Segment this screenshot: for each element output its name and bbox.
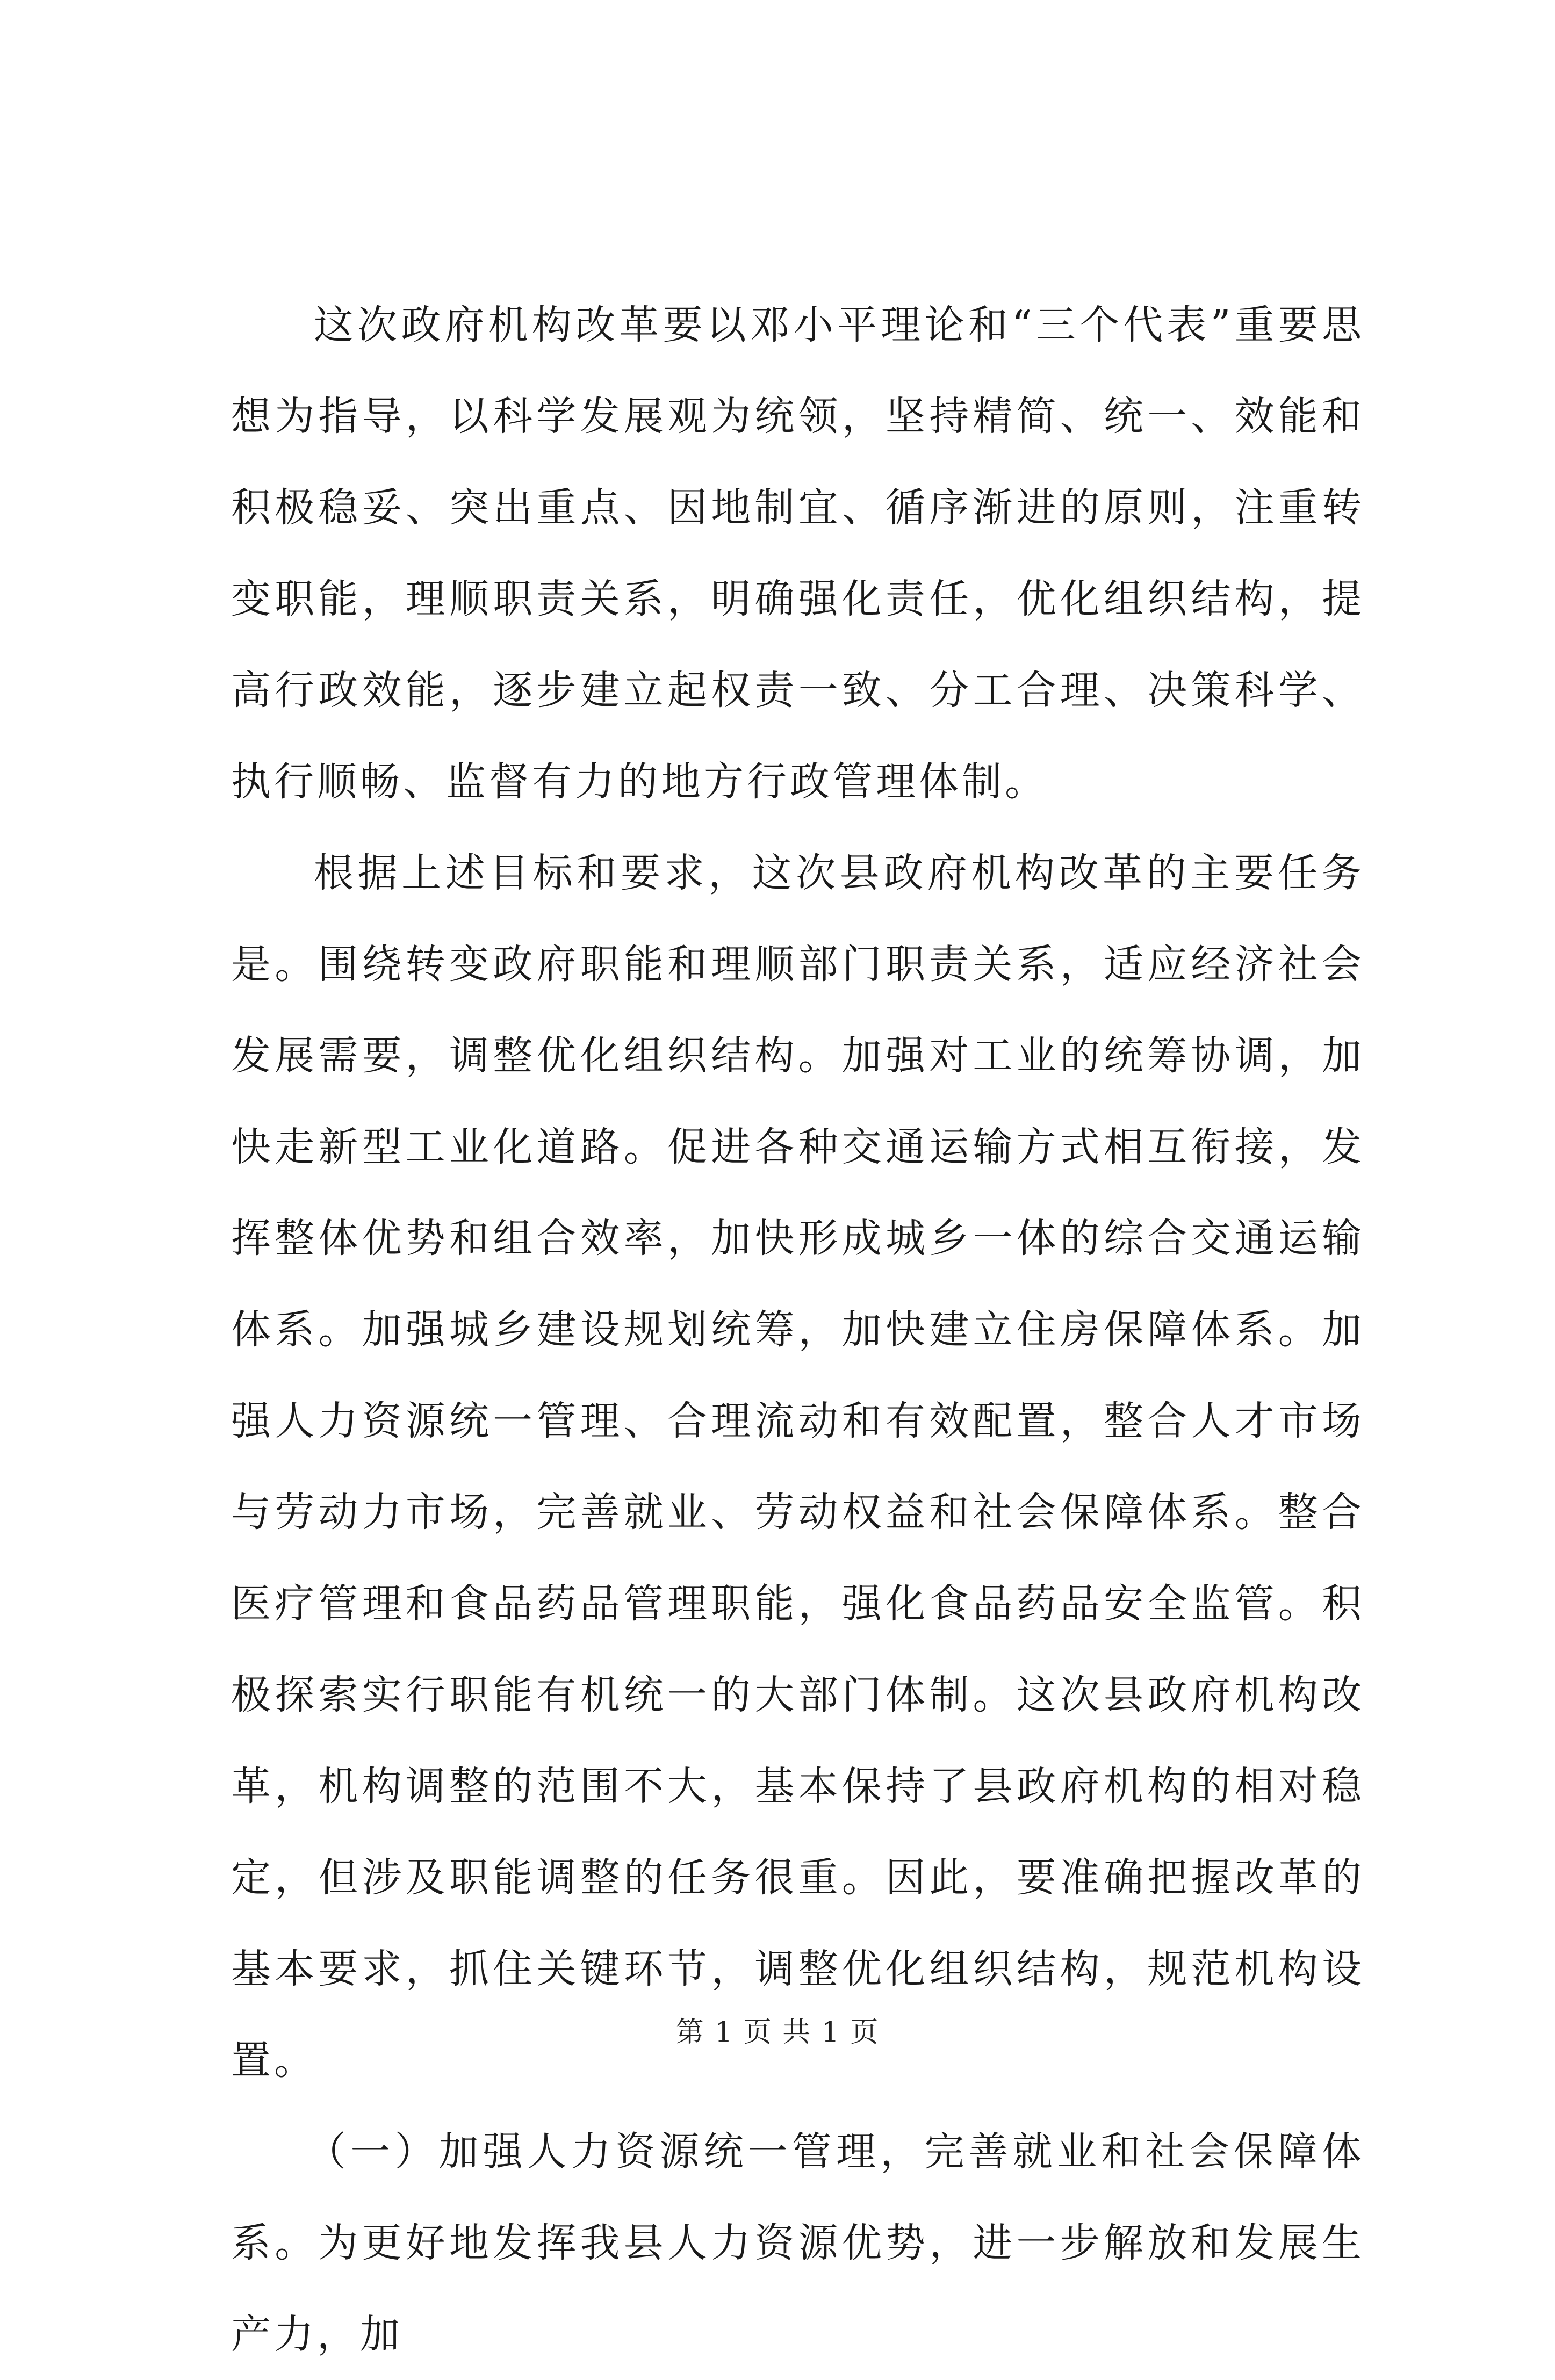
page-footer: 第 1 页 共 1 页 [675, 2016, 880, 2049]
paragraph-main-tasks: 根据上述目标和要求，这次县政府机构改革的主要任务是。围绕转变政府职能和理顺部门职责关系，适应经济社会发展需要，调整优化组织结构。加强对工业的统筹协调，加快走新型工业化道路。促进各种交通运输方式相互衔接，发挥整体优势和组合效率，加快形成城乡一体的综合交通运输体系。加强城乡建设规划统筹，加快建立住房保障体系。加强人力资源统一管理、合理流动和有效配置，整合人才市场与劳动力市场，完善就业、劳动权益和社会保障体系。整合医疗管理和食品药品管理职能，强化食品药品安全监管。积极探索实行职能有机统一的大部门体制。这次县政府机构改革，机构调整的范围不大，基本保持了县政府机构的相对稳定，但涉及职能调整的任务很重。因此，要准确把握改革的基本要求，抓住关键环节，调整优化组织结构，规范机构设置。 [231, 850, 1365, 2083]
document-body [231, 279, 1365, 2380]
paragraph-guiding-principles: 这次政府机构改革要以邓小平理论和“三个代表”重要思想为指导，以科学发展观为统领，坚持精简、统一、效能和积极稳妥、突出重点、因地制宜、循序渐进的原则，注重转变职能，理顺职责关系，明确强化责任，优化组织结构，提高行政效能，逐步建立起权责一致、分工合理、决策科学、执行顺畅、监督有力的地方行政管理体制。 [231, 302, 1365, 805]
paragraph-section-one: （一）加强人力资源统一管理，完善就业和社会保障体系。为更好地发挥我县人力资源优势，进一步解放和发展生产力，加 [231, 2129, 1365, 2357]
